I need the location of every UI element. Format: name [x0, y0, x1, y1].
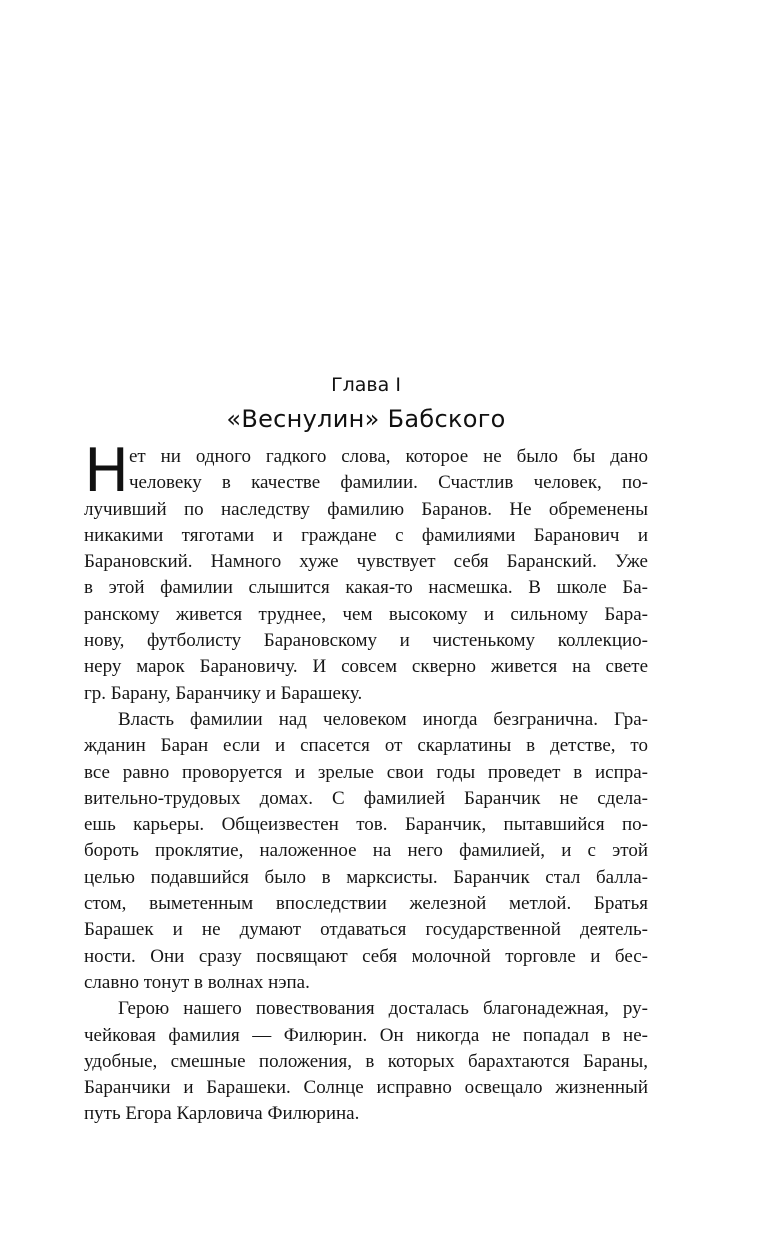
text-line: стом, выметенным впоследствии железной метлой. Братья	[84, 893, 648, 915]
chapter-label: Глава I	[331, 374, 401, 396]
text-line: чейковая фамилия — Филюрин. Он никогда не попадал в не-	[84, 1024, 648, 1046]
text-line: неру марок Барановичу. И совсем скверно живется на свете	[84, 656, 648, 678]
text-line: ет ни одного гадкого слова, которое не было бы дано	[129, 446, 648, 467]
text-line: удобные, смешные положения, в которых барахтаются Бараны,	[84, 1050, 648, 1072]
text-line: вительно-трудовых домах. С фамилией Баранчик не сдела-	[84, 787, 648, 809]
text-line: путь Егора Карловича Филюрина.	[84, 1103, 360, 1125]
text-line: Власть фамилии над человеком иногда безгранична. Гра-	[118, 708, 648, 730]
text-line: жданин Баран если и спасется от скарлатины в детстве, то	[84, 735, 648, 757]
text-line: Баранчики и Барашеки. Солнце исправно освещало жизненный	[84, 1077, 648, 1099]
text-line: целью подавшийся было в марксисты. Баранчик стал балла-	[84, 866, 648, 888]
text-line: нову, футболисту Барановскому и чистенькому коллекцио-	[84, 630, 648, 652]
drop-cap: Н	[84, 436, 130, 506]
chapter-text	[84, 436, 648, 1128]
text-line: славно тонут в волнах нэпа.	[84, 971, 310, 993]
text-line: Барашек и не думают отдаваться государственной деятель-	[84, 919, 648, 941]
text-line: все равно проворуется и зрелые свои годы проведет в испра-	[84, 761, 648, 783]
text-line: в этой фамилии слышится какая-то насмешка. В школе Ба-	[84, 577, 648, 599]
text-lines	[84, 436, 648, 1128]
text-line: никакими тяготами и граждане с фамилиями Баранович и	[84, 524, 648, 546]
text-line: ешь карьеры. Общеизвестен тов. Баранчик, пытавшийся по-	[84, 814, 648, 836]
text-line: человеку в качестве фамилии. Счастлив человек, по-	[129, 472, 648, 494]
text-line: ности. Они сразу посвящают себя молочной торговле и бес-	[84, 945, 648, 967]
text-line: Герою нашего повествования досталась благонадежная, ру-	[118, 998, 648, 1020]
text-line: лучивший по наследству фамилию Баранов. Не обременены	[84, 498, 648, 520]
text-line: бороть проклятие, наложенное на него фамилией, и с этой	[84, 840, 648, 862]
chapter-title: «Веснулин» Бабского	[226, 405, 506, 433]
text-line: Барановский. Намного хуже чувствует себя Баранский. Уже	[84, 551, 648, 573]
text-line: гр. Барану, Баранчику и Барашеку.	[84, 682, 363, 704]
text-line: ранскому живется труднее, чем высокому и сильному Бара-	[84, 603, 648, 625]
